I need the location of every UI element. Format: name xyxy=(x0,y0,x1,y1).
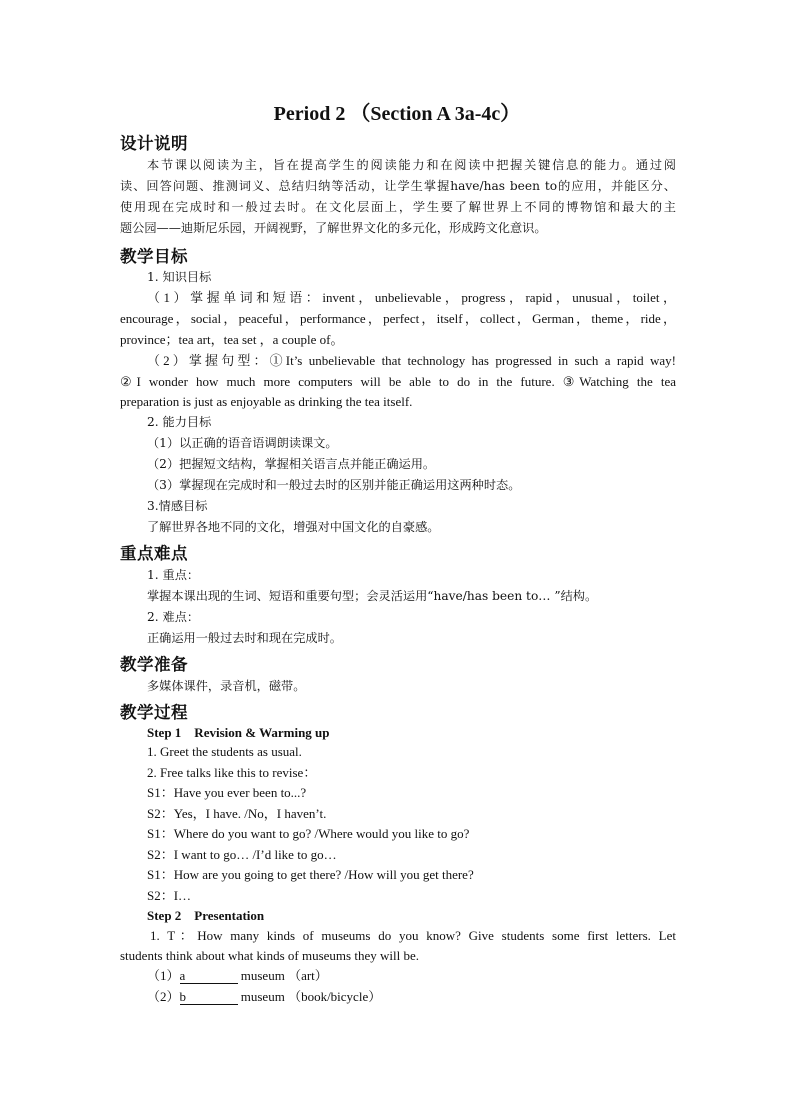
heading-prep: 教学准备 xyxy=(120,655,188,674)
ability-item-1: （1）以正确的语音语调朗读课文。 xyxy=(147,436,338,450)
words-line-3: province；tea art，tea set ，a couple of。 xyxy=(120,332,344,347)
page-title: Period 2 （Section A 3a-4c） xyxy=(273,103,521,125)
heading-process: 教学过程 xyxy=(120,703,188,722)
emotion-item-1: 了解世界各地不同的文化，增强对中国文化的自豪感。 xyxy=(147,520,440,534)
prep-text: 多媒体课件，录音机，磁带。 xyxy=(147,679,306,693)
step-1-line-1: 1. Greet the students as usual. xyxy=(147,744,302,759)
blank-item-1-text: museum （art） xyxy=(237,968,328,983)
words-line-2: encourage，social，peaceful，performance，perfect，itself，collect，German，theme，ride， xyxy=(120,311,676,326)
blank-item-1 xyxy=(147,966,703,986)
difficult-point-label: 2. 难点： xyxy=(147,610,200,624)
heading-design: 设计说明 xyxy=(120,134,188,153)
words-line-1: （1）掌握单词和短语：invent，unbelievable，progress，rapid，unusual，toilet， xyxy=(147,290,676,305)
ability-item-2: （2）把握短文结构，掌握相关语言点并能正确运用。 xyxy=(147,457,436,471)
design-line-1: 本节课以阅读为主，旨在提高学生的阅读能力和在阅读中把握关键信息的能力。通过阅 xyxy=(147,158,676,172)
blank-item-2-number: （2） xyxy=(147,989,180,1004)
sentence-line-3: preparation is just as enjoyable as drinking the tea itself. xyxy=(120,394,413,409)
blank-item-1-number: （1） xyxy=(147,968,180,983)
step-1-title: Step 1 Revision & Warming up xyxy=(147,725,330,740)
design-line-2: 读、回答问题、推测词义、总结归纳等活动，让学生掌握have/has been to的应用，并能区分、 xyxy=(120,179,676,193)
design-line-3: 使用现在完成时和一般过去时。在文化层面上，学生要了解世界上不同的博物馆和最大的主 xyxy=(120,200,676,214)
heading-goals: 教学目标 xyxy=(120,247,188,266)
dialogue-line-6: S2：I… xyxy=(147,888,192,903)
step-1-line-2: 2. Free talks like this to revise： xyxy=(147,765,317,780)
blank-item-2-text: museum （book/bicycle） xyxy=(237,989,382,1004)
presentation-line-2: students think about what kinds of museums they will be. xyxy=(120,948,419,963)
blank-1: a xyxy=(180,969,238,984)
emotion-goal: 3.情感目标 xyxy=(147,499,208,513)
step-2-title: Step 2 Presentation xyxy=(147,908,265,923)
blank-item-2 xyxy=(147,987,703,1007)
dialogue-line-5: S1：How are you going to get there? /How will you get there? xyxy=(147,867,474,882)
blank-2: b xyxy=(180,990,238,1005)
ability-item-3: （3）掌握现在完成时和一般过去时的区别并能正确运用这两种时态。 xyxy=(147,478,521,492)
sentence-line-2: ②I wonder how much more computers will be able to do in the future. ③Watching the tea xyxy=(120,374,676,389)
sentence-line-1: （2）掌握句型：①It’s unbelievable that technology has progressed in such a rapid way! xyxy=(147,353,676,368)
presentation-line-1: 1. T：How many kinds of museums do you know? Give students some first letters. Let xyxy=(150,928,676,943)
dialogue-line-4: S2：I want to go… /I’d like to go… xyxy=(147,847,337,862)
key-point-label: 1. 重点： xyxy=(147,568,200,582)
difficult-point-text: 正确运用一般过去时和现在完成时。 xyxy=(147,631,342,645)
key-point-text: 掌握本课出现的生词、短语和重要句型；会灵活运用“have/has been to… ”结构。 xyxy=(147,589,598,603)
dialogue-line-1: S1：Have you ever been to...? xyxy=(147,785,307,800)
design-line-4: 题公园——迪斯尼乐园，开阔视野，了解世界文化的多元化，形成跨文化意识。 xyxy=(120,221,547,235)
heading-key: 重点难点 xyxy=(120,544,188,563)
ability-goal: 2. 能力目标 xyxy=(147,415,212,429)
knowledge-goal: 1. 知识目标 xyxy=(147,270,212,284)
dialogue-line-3: S1：Where do you want to go? /Where would you like to go? xyxy=(147,826,470,841)
dialogue-line-2: S2：Yes，I have. /No，I haven’t. xyxy=(147,806,327,821)
